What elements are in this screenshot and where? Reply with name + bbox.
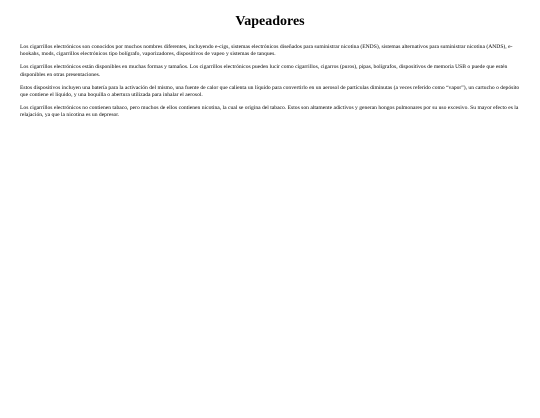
paragraph-components: Estos dispositivos incluyen una batería para la activación del mismo, una fuente de calor que calienta un líquido para convertirlo en un aerosol de partículas diminutas (a veces referido como “vapor”), un cartucho o depósito que contiene el líquido, y una boquilla o abertura utilizada para inhalar el aerosol. — [20, 84, 520, 99]
paragraph-forms: Los cigarrillos electrónicos están disponibles en muchas formas y tamaños. Los cigarrillos electrónicos pueden lucir como cigarrillos, cigarros (puros), pipas, bolígrafos, dispositivos de memoria USB o puede que estén disponibles en otras presentaciones. — [20, 64, 508, 78]
paragraph-nicotine: Los cigarrillos electrónicos no contienen tabaco, pero muchos de ellos contienen nicotina, la cual se origina del tabaco. Estos son altamente adictivos y generan hongos pulmonares por su uso excesivo. Su mayor efecto es la relajación, ya que la nicotina es un depresor. — [20, 105, 519, 119]
document-page — [0, 13, 540, 120]
paragraph-names: Los cigarrillos electrónicos son conocidos por muchos nombres diferentes, incluyendo e-cigs, sistemas electrónicos diseñados para suministrar nicotina (ENDS), sistemas alternativos para suministrar nicotina (ANDS), e-hookahs, mods, cigarrillos electrónicos tipo bolígrafo, vaporizadores, dispositivos de vapeo y sistemas de tanques. — [20, 44, 513, 58]
page-title: Vapeadores — [235, 14, 305, 29]
